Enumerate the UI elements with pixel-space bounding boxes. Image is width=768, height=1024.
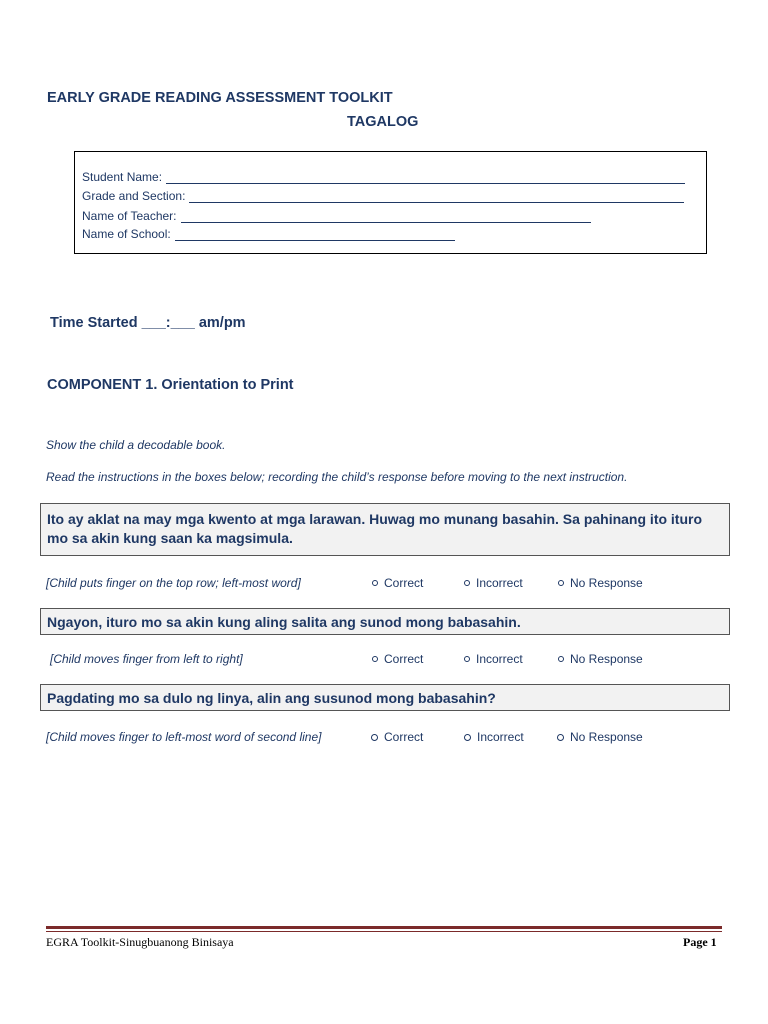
school-field[interactable] xyxy=(175,230,455,241)
response-row-1 xyxy=(46,576,726,594)
language-subtitle: TAGALOG xyxy=(347,114,419,130)
prompt-box-3: Pagdating mo sa dulo ng linya, alin ang susunod mong babasahin? xyxy=(40,684,730,711)
option-incorrect-1[interactable]: Incorrect xyxy=(464,576,523,590)
option-correct-3[interactable]: Correct xyxy=(371,730,423,744)
expected-response-3: [Child moves finger to left-most word of second line] xyxy=(46,730,322,744)
school-row xyxy=(82,225,455,241)
radio-circle-icon xyxy=(558,580,564,586)
component-heading: COMPONENT 1. Orientation to Print xyxy=(47,377,294,393)
instruction-show-book: Show the child a decodable book. xyxy=(46,438,226,452)
option-no-response-3[interactable]: No Response xyxy=(557,730,643,744)
grade-section-row xyxy=(82,187,684,203)
teacher-label: Name of Teacher: xyxy=(82,209,177,223)
radio-circle-icon xyxy=(464,580,470,586)
radio-circle-icon xyxy=(557,734,564,741)
time-started: Time Started ___:___ am/pm xyxy=(50,315,246,331)
radio-circle-icon xyxy=(372,580,378,586)
teacher-field[interactable] xyxy=(181,212,591,223)
radio-circle-icon xyxy=(371,734,378,741)
expected-response-1: [Child puts finger on the top row; left-most word] xyxy=(46,576,301,590)
instruction-read-boxes: Read the instructions in the boxes below; recording the child’s response before moving to the next instruction. xyxy=(46,470,628,484)
expected-response-2: [Child moves finger from left to right] xyxy=(50,652,243,666)
footer-rule-thick xyxy=(46,926,722,929)
option-correct-1[interactable]: Correct xyxy=(372,576,423,590)
footer-page-number: Page 1 xyxy=(683,935,717,949)
student-info-box xyxy=(74,151,707,254)
prompt-box-1: Ito ay aklat na may mga kwento at mga larawan. Huwag mo munang basahin. Sa pahinang ito ituro mo sa akin kung saan ka magsimula. xyxy=(40,503,730,556)
radio-circle-icon xyxy=(372,656,378,662)
option-incorrect-2[interactable]: Incorrect xyxy=(464,652,523,666)
teacher-row xyxy=(82,207,591,223)
footer-document-name: EGRA Toolkit-Sinugbuanong Binisaya xyxy=(46,935,234,949)
radio-circle-icon xyxy=(464,734,471,741)
option-no-response-2[interactable]: No Response xyxy=(558,652,643,666)
footer-rule-thin xyxy=(46,931,722,932)
student-name-label: Student Name: xyxy=(82,170,163,184)
grade-section-label: Grade and Section: xyxy=(82,189,186,203)
radio-circle-icon xyxy=(558,656,564,662)
student-name-field[interactable] xyxy=(166,173,685,184)
grade-section-field[interactable] xyxy=(189,192,684,203)
prompt-box-2: Ngayon, ituro mo sa akin kung aling salita ang sunod mong babasahin. xyxy=(40,608,730,635)
document-title: EARLY GRADE READING ASSESSMENT TOOLKIT xyxy=(47,90,393,106)
option-incorrect-3[interactable]: Incorrect xyxy=(464,730,524,744)
student-name-row xyxy=(82,168,685,184)
radio-circle-icon xyxy=(464,656,470,662)
response-row-3 xyxy=(46,730,726,748)
response-row-2 xyxy=(46,652,726,670)
option-correct-2[interactable]: Correct xyxy=(372,652,423,666)
school-label: Name of School: xyxy=(82,227,171,241)
option-no-response-1[interactable]: No Response xyxy=(558,576,643,590)
